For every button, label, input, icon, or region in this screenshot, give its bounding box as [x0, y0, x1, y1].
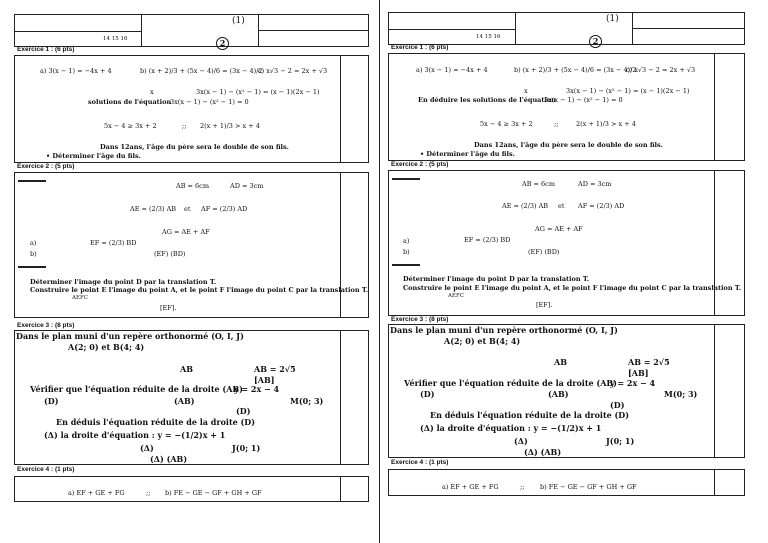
- ex2-title: Exercice 2 : (5 pts): [17, 163, 75, 170]
- ex1-x: x: [150, 88, 154, 96]
- ex1-eq-d: 3x(x − 1) − (x² − 1) = 0: [170, 98, 249, 106]
- ex2-aefc: AEFC: [72, 295, 89, 301]
- ex3-j: J(0; 1): [232, 443, 261, 453]
- ex2-ef-seg: [EF].: [536, 301, 553, 309]
- ex1-factor: 3x(x − 1) − (x² − 1) = (x − 1)(2x − 1): [566, 87, 690, 95]
- ex3-title: Exercice 3 : (8 pts): [17, 322, 75, 329]
- ex3-d2: (D): [610, 400, 625, 410]
- ex2-det: Déterminer l'image du point D par la translation T.: [403, 275, 590, 283]
- header-date: 14 15 16: [103, 36, 128, 42]
- ex1-eq-c: c) x√3 − 2 = 2x + √3: [626, 66, 696, 74]
- ex1-eq-a: a) 3(x − 1) = −4x + 4: [416, 66, 488, 74]
- ex3-deduce: En déduis l'équation réduite de la droite (D): [430, 410, 630, 420]
- ex2-ef-vec: EF = (2/3) BD: [90, 239, 137, 247]
- ex3-reduced: y = 2x − 4: [234, 384, 280, 394]
- column-divider: [379, 0, 380, 543]
- header-number-2: 2: [216, 31, 229, 50]
- ex3-j: J(0; 1): [606, 436, 635, 446]
- ex3-ab-vec: AB: [554, 357, 567, 367]
- ex1-solutions: solutions de l'équation: [88, 98, 172, 106]
- ex1-ineq2: 2(x + 1)/3 > x + 4: [576, 120, 636, 128]
- ex2-ad: AD = 3cm: [578, 180, 612, 188]
- ex1-age: Dans 12ans, l'âge du père sera le double de son fils.: [474, 141, 663, 149]
- ex2-et: et: [184, 205, 191, 213]
- ex1-age: Dans 12ans, l'âge du père sera le double de son fils.: [100, 143, 289, 151]
- ex2-af: AF = (2/3) AD: [578, 202, 625, 210]
- ex2-ef-seg: [EF].: [160, 304, 177, 312]
- ex3-delta2: (Δ): [514, 436, 528, 446]
- ex3-title: Exercice 3 : (8 pts): [391, 316, 449, 323]
- ex2-parallel: (EF) (BD): [154, 250, 186, 258]
- ex1-title: Exercice 1 : (6 pts): [17, 46, 75, 53]
- ex4-sep: ;;: [146, 489, 151, 497]
- ex1-eq-b: b) (x + 2)/3 + (5x − 4)/6 = (3x − 4)/2: [514, 66, 637, 74]
- ex2-b: b): [403, 248, 410, 256]
- ex3-deduce: En déduis l'équation réduite de la droite (D): [56, 417, 256, 427]
- ex2-ef-vec: EF = (2/3) BD: [464, 236, 511, 244]
- ex3-d: (D): [44, 396, 59, 406]
- ex3-ab-len: AB = 2√5: [254, 364, 296, 374]
- ex4-a: a) EF + GE + FG: [442, 483, 499, 491]
- ex3-delta3: (Δ) (AB): [524, 447, 562, 457]
- ex3-reduced: y = 2x − 4: [610, 378, 656, 388]
- ex2-b: b): [30, 250, 37, 258]
- ex2-et: et: [558, 202, 565, 210]
- header-number-1: (1): [606, 14, 619, 24]
- ex3-delta: (Δ) la droite d'équation : y = −(1/2)x + 1: [420, 423, 602, 433]
- ex1-solutions: En déduire les solutions de l'équation: [418, 96, 556, 104]
- ex3-m: M(0; 3): [664, 389, 698, 399]
- ex3-points: A(2; 0) et B(4; 4): [444, 336, 521, 346]
- ex4-title: Exercice 4 : (1 pts): [17, 466, 75, 473]
- ex2-ab: AB = 6cm: [176, 182, 209, 190]
- ex1-eq-b: b) (x + 2)/3 + (5x − 4)/6 = (3x − 4)/2: [140, 67, 263, 75]
- ex3-d2: (D): [236, 406, 251, 416]
- ex2-ag: AG = AE + AF: [162, 228, 210, 236]
- ex2-a: a): [30, 239, 37, 247]
- ex1-factor: 3x(x − 1) − (x² − 1) = (x − 1)(2x − 1): [196, 88, 320, 96]
- ex2-box: [388, 170, 745, 316]
- header-number-1: (1): [232, 16, 245, 26]
- ex4-title: Exercice 4 : (1 pts): [391, 459, 449, 466]
- ex4-b: b) FE − GE − GF + GH + GF: [540, 483, 637, 491]
- ex3-ab-line: (AB): [174, 396, 195, 406]
- ex1-eq-d: 3x(x − 1) − (x² − 1) = 0: [544, 96, 623, 104]
- ex1-bullet: • Déterminer l'âge du fils.: [46, 152, 141, 160]
- ex3-ab-line: (AB): [548, 389, 569, 399]
- ex4-a: a) EF + GE + FG: [68, 489, 125, 497]
- ex1-x: x: [524, 87, 528, 95]
- ex2-ab: AB = 6cm: [522, 180, 555, 188]
- ex3-d: (D): [420, 389, 435, 399]
- ex4-b: b) FE − GE − GF + GH + GF: [165, 489, 262, 497]
- ex1-title: Exercice 1 : (6 pts): [391, 44, 449, 51]
- ex1-ineq1: 5x − 4 ≥ 3x + 2: [104, 122, 157, 130]
- ex3-ab-seg: [AB]: [254, 375, 275, 385]
- ex3-delta2: (Δ): [140, 443, 154, 453]
- ex2-aefc: AEFC: [448, 293, 465, 299]
- ex1-ineq1: 5x − 4 ≥ 3x + 2: [480, 120, 533, 128]
- ex3-delta3: (Δ) (AB): [150, 454, 188, 464]
- ex4-sep: ;;: [520, 483, 525, 491]
- ex1-bullet: • Déterminer l'âge du fils.: [420, 150, 515, 158]
- ex3-delta: (Δ) la droite d'équation : y = −(1/2)x + 1: [44, 430, 226, 440]
- ex2-title: Exercice 2 : (5 pts): [391, 161, 449, 168]
- ex3-points: A(2; 0) et B(4; 4): [68, 342, 145, 352]
- ex2-det: Déterminer l'image du point D par la translation T.: [30, 278, 217, 286]
- ex3-intro: Dans le plan muni d'un repère orthonormé (O, I, J): [390, 325, 618, 335]
- ex2-ag: AG = AE + AF: [535, 225, 583, 233]
- ex2-ae: AE = (2/3) AB: [502, 202, 549, 210]
- ex1-sep: ;;: [182, 122, 187, 130]
- ex2-ae: AE = (2/3) AB: [130, 205, 177, 213]
- ex1-sep: ;;: [554, 120, 559, 128]
- ex3-intro: Dans le plan muni d'un repère orthonormé (O, I, J): [16, 331, 244, 341]
- ex3-ab-seg: [AB]: [628, 368, 649, 378]
- ex2-construct: Construire le point E l'image du point A, et le point F l'image du point C par la translation T.: [403, 284, 742, 292]
- header-date: 14 15 16: [476, 34, 501, 40]
- ex1-eq-c: c) x√3 − 2 = 2x + √3: [258, 67, 328, 75]
- ex3-ab-vec: AB: [180, 364, 193, 374]
- ex2-a: a): [403, 237, 410, 245]
- ex1-ineq2: 2(x + 1)/3 > x + 4: [200, 122, 260, 130]
- ex3-verify: Vérifier que l'équation réduite de la droite (AB): [404, 378, 617, 388]
- ex3-m: M(0; 3): [290, 396, 324, 406]
- ex2-af: AF = (2/3) AD: [201, 205, 248, 213]
- ex2-parallel: (EF) (BD): [528, 248, 560, 256]
- ex3-ab-len: AB = 2√5: [628, 357, 670, 367]
- ex2-box: [14, 172, 369, 318]
- ex3-verify: Vérifier que l'équation réduite de la droite (AB): [30, 384, 243, 394]
- ex1-eq-a: a) 3(x − 1) = −4x + 4: [40, 67, 112, 75]
- ex2-construct: Construire le point E l'image du point A, et le point F l'image du point C par la translation T.: [30, 286, 369, 294]
- header-number-2: 2: [589, 29, 602, 48]
- ex2-ad: AD = 3cm: [230, 182, 264, 190]
